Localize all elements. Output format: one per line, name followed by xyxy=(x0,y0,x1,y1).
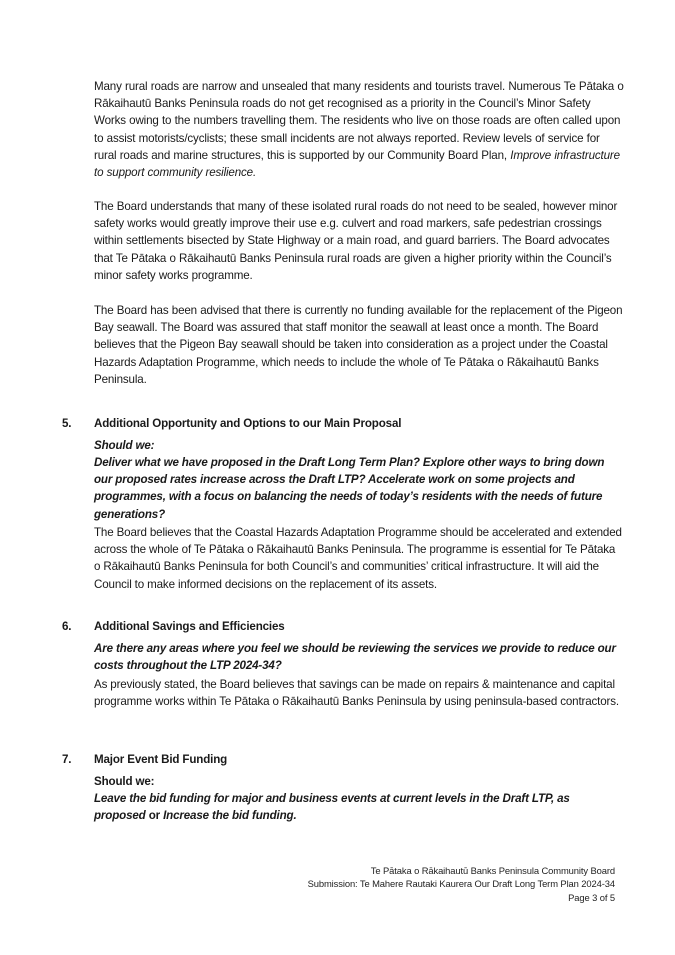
paragraph-rural-roads xyxy=(94,78,624,181)
question-option-increase: Increase the bid funding. xyxy=(163,809,297,823)
community-plan-quote: Improve infrastructure to support community resilience. xyxy=(94,148,620,180)
section-number: 5. xyxy=(62,417,72,430)
section-7-question-intro: Should we: xyxy=(94,775,155,788)
section-number: 6. xyxy=(62,620,72,633)
paragraph-text: Many rural roads are narrow and unsealed that many residents and tourists travel. Numerous Te Pātaka o Rākaihautū Banks Peninsula roads do not get recognised as a priority in the Council’s Minor Safety Works owing to the numbers travelling them. The residents who live on those roads are often called upon to assist motorists/cyclists; these small incidents are not always reported. Review levels of service for rural roads and marine structures, this is supported by our Community Board Plan, xyxy=(94,80,624,162)
page-footer xyxy=(308,864,615,904)
section-7-question xyxy=(94,790,624,824)
footer-submission-title: Submission: Te Mahere Rautaki Kaurera Our Draft Long Term Plan 2024-34 xyxy=(307,878,615,890)
section-title: Additional Opportunity and Options to our Main Proposal xyxy=(94,417,402,430)
footer-board-name: Te Pātaka o Rākaihautū Banks Peninsula Community Board xyxy=(370,865,615,876)
paragraph-minor-safety-works: The Board understands that many of these isolated rural roads do not need to be sealed, however minor safety works would greatly improve their use e.g. culvert and road markers, safe pedestrian crossings within settlements bisected by State Highway or a main road, and guard barriers. The Board advocates that Te Pātaka o Rākaihautū Banks Peninsula rural roads are given a higher priority within the Council’s minor safety works programme. xyxy=(94,200,618,282)
section-5-question-intro: Should we: xyxy=(94,439,155,452)
footer-page-number: Page 3 of 5 xyxy=(568,891,615,903)
section-title: Additional Savings and Efficiencies xyxy=(94,620,285,633)
section-title: Major Event Bid Funding xyxy=(94,753,228,766)
section-5-question: Deliver what we have proposed in the Draft Long Term Plan? Explore other ways to bring down our proposed rates increase across the Draft LTP? Accelerate work on some projects and programmes, with a focus on balancing the needs of today’s residents with the needs of future generations? xyxy=(94,456,605,521)
paragraph-pigeon-bay-seawall: The Board has been advised that there is currently no funding available for the replacement of the Pigeon Bay seawall. The Board was assured that staff monitor the seawall at least once a month. The Board believes that the Pigeon Bay seawall should be taken into consideration as a project under the Coastal Hazards Adaptation Programme, which needs to include the whole of Te Pātaka o Rākaihautū Banks Peninsula. xyxy=(94,304,623,386)
question-option-leave: Leave the bid funding for major and business events at current levels in the Draft LTP, as proposed xyxy=(94,792,570,823)
section-5-response: The Board believes that the Coastal Hazards Adaptation Programme should be accelerated and extended across the whole of Te Pātaka o Rākaihautū Banks Peninsula. The programme is essential for Te Pātaka o Rākaihautū Banks Peninsula for both Council’s and communities’ critical infrastructure. It will aid the Council to make informed decisions on the replacement of its assets. xyxy=(94,526,622,591)
section-number: 7. xyxy=(62,753,72,766)
section-6-question: Are there any areas where you feel we should be reviewing the services we provide to reduce our costs throughout the LTP 2024-34? xyxy=(94,642,616,673)
question-or: or xyxy=(145,809,164,823)
section-6-response: As previously stated, the Board believes that savings can be made on repairs & maintenance and capital programme works within Te Pātaka o Rākaihautū Banks Peninsula by using peninsula-based contractors. xyxy=(94,678,619,709)
